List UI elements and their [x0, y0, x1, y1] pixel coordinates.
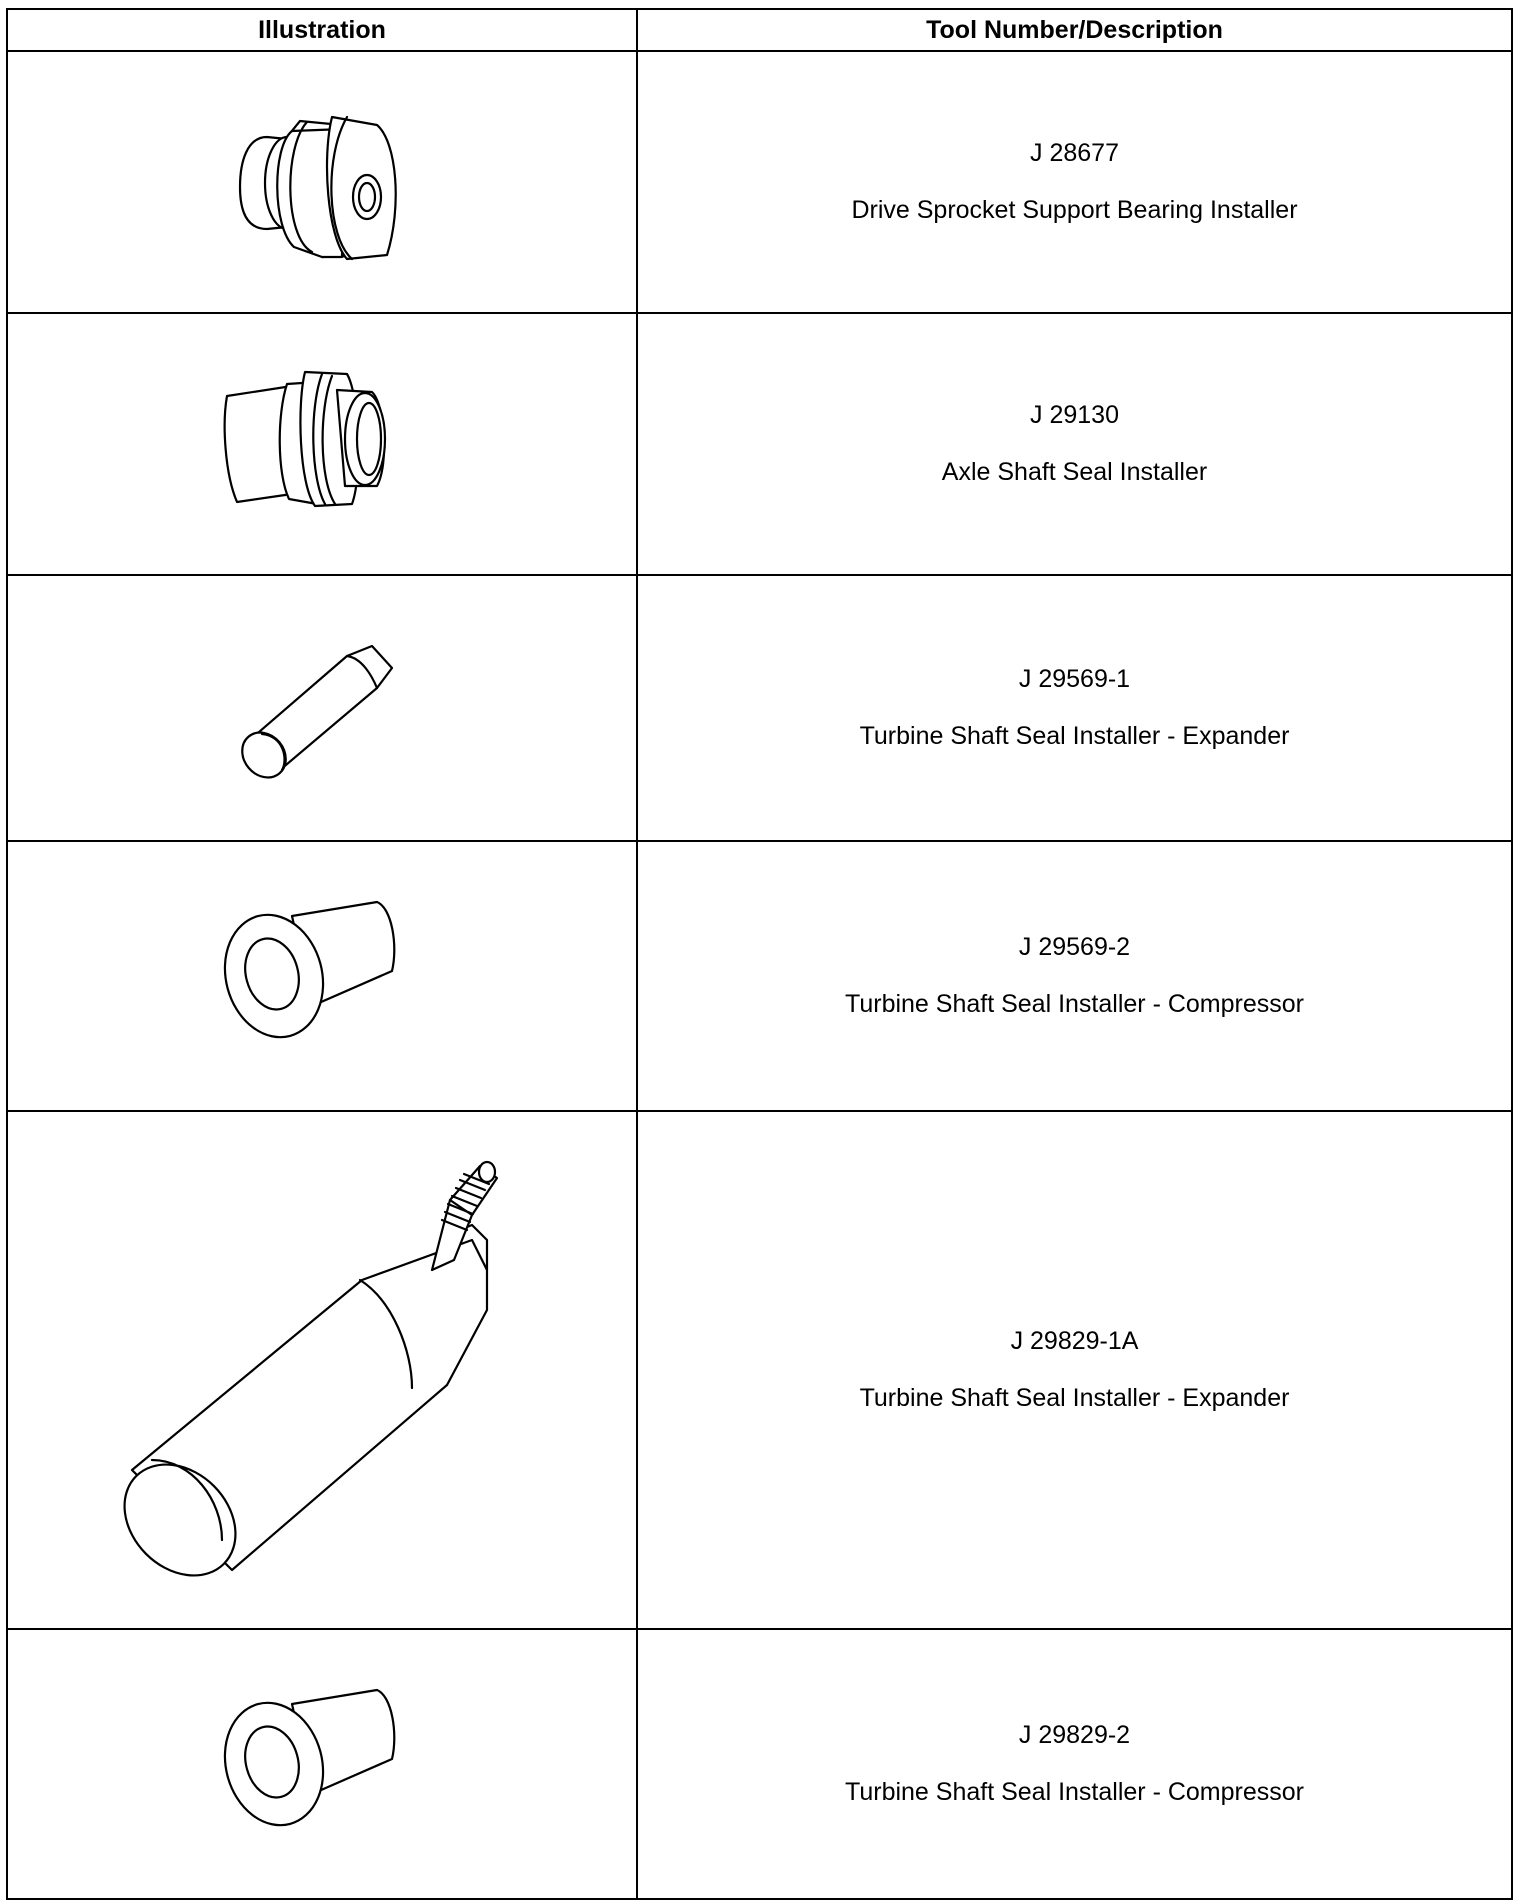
- tool-number: J 29569-2: [1018, 933, 1131, 961]
- tool-description: Turbine Shaft Seal Installer - Expander: [859, 1384, 1290, 1412]
- tool-number: J 29569-1: [1018, 665, 1131, 693]
- tool-description: Drive Sprocket Support Bearing Installer: [851, 196, 1298, 224]
- illustration-cell: [7, 51, 637, 313]
- illustration-cell: [7, 575, 637, 841]
- description-cell: [637, 1629, 1512, 1899]
- table-row: [7, 1629, 1512, 1899]
- tool-number: J 29829-2: [1018, 1721, 1131, 1749]
- table-row: [7, 51, 1512, 313]
- tool-description: Axle Shaft Seal Installer: [941, 458, 1208, 486]
- tool-table: [6, 8, 1513, 1900]
- header-illustration: Illustration: [7, 9, 637, 51]
- table-row: [7, 575, 1512, 841]
- tool-description: Turbine Shaft Seal Installer - Expander: [859, 722, 1290, 750]
- description-cell: [637, 313, 1512, 575]
- illustration-cell: [7, 1629, 637, 1899]
- description-cell: [637, 575, 1512, 841]
- tool-number: J 29829-1A: [1010, 1327, 1139, 1355]
- illustration-cell: [7, 1111, 637, 1629]
- description-cell: [637, 51, 1512, 313]
- compressor-icon: [212, 1674, 432, 1854]
- description-cell: [637, 841, 1512, 1111]
- table-row: [7, 1111, 1512, 1629]
- table-row: [7, 841, 1512, 1111]
- table-row: [7, 313, 1512, 575]
- header-tool-description: Tool Number/Description: [637, 9, 1512, 51]
- tool-description: Turbine Shaft Seal Installer - Compressor: [845, 990, 1304, 1018]
- description-cell: [637, 1111, 1512, 1629]
- header-row: [7, 9, 1512, 51]
- drive-sprocket-bearing-installer-icon: [212, 87, 432, 277]
- tool-number: J 29130: [1030, 401, 1119, 429]
- small-expander-icon: [222, 618, 422, 798]
- tool-number: J 28677: [1030, 139, 1119, 167]
- illustration-cell: [7, 313, 637, 575]
- compressor-icon: [212, 886, 432, 1066]
- tool-description: Turbine Shaft Seal Installer - Compressor: [845, 1778, 1304, 1806]
- illustration-cell: [7, 841, 637, 1111]
- axle-shaft-seal-installer-icon: [207, 354, 437, 534]
- large-expander-icon: [92, 1160, 552, 1580]
